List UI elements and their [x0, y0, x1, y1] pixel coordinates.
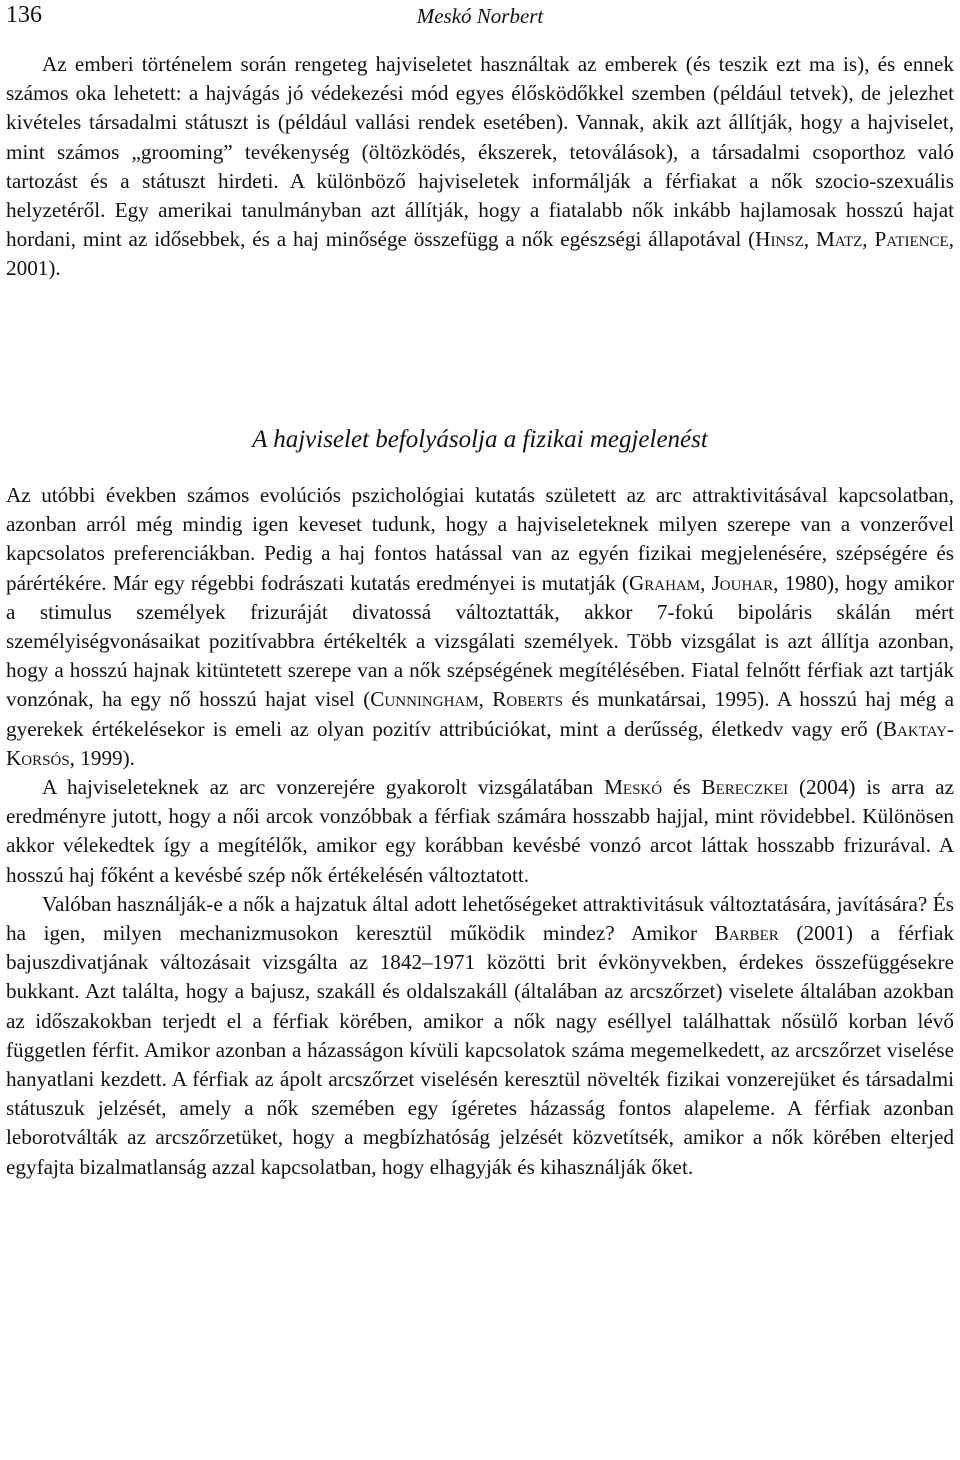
page-header [0, 0, 960, 30]
citation-author: Bereczkei [701, 775, 789, 800]
intro-text: Az emberi történelem során rengeteg hajviseletet használtak az emberek (és teszik ezt ma is), és ennek számos oka lehetett: a hajvágás jó védekezési mód egyes élősködőkkel szemben (például tetvek), de jelezhet kivételes társadalmi státuszt is (például vallási rendek esetében). Vannak, akik azt állítják, hogy a hajviselet, mint számos „grooming” tevékenység (öltözködés, ékszerek, tetoválások), a társadalmi csoporthoz való tartozást és a státuszt hirdeti. A különböző hajviseletek informálják a férfiakat a nők szocio-szexuális helyzetéről. Egy amerikai tanulmányban azt állítják, hogy a fiatalabb nők inkább hajlamosak hosszú hajat hordani, mint az idősebbek, és a haj minősége összefügg a nők egészségi állapotával ( [6, 52, 954, 252]
page-number: 136 [6, 2, 42, 28]
citation-author: Baktay-Korsós [6, 716, 954, 770]
paragraph-text: A hajviseleteknek az arc vonzerejére gyakorolt vizsgálatában [42, 775, 605, 800]
citation-author: Meskó [604, 775, 663, 800]
intro-paragraph [6, 50, 954, 284]
citation-author: Cunningham [370, 687, 479, 712]
running-head: Meskó Norbert [416, 4, 544, 28]
paragraph-text: (2004) is arra az eredményre jutott, hogy a női arcok vonzóbbak a férfiak számára hosszabb hajjal, mint rövidebbel. Különösen akkor vélekedtek így a megítélők, amikor egy korábban kevésbé vonzó arcot láttak hosszabb frizurával. A hosszú haj főként a kevésbé szép nők értékelésén változtatott. [6, 775, 954, 887]
citation-separator: , [862, 227, 875, 252]
citation-author: Barber [714, 921, 779, 946]
citation-author: Patience [874, 227, 949, 252]
paragraph-text: Az utóbbi években számos evolúciós pszichológiai kutatás született az arc attraktivitásával kapcsolatban, azonban arról még mindig igen keveset tudunk, hogy a hajviseleteknek milyen szerepe van a vonzerővel kapcsolatos preferenciákban. Pedig a haj fontos hatással van az egyén fizikai megjelenésére, szépségére és párértékére. Már egy régebbi fodrászati kutatás eredményei is mutatják ( [6, 483, 954, 595]
citation-author: Jouhar [711, 570, 774, 595]
paragraph-text: (2001) a férfiak bajuszdivatjának változásait vizsgálta az 1842–1971 közötti brit évkönyvekben, érdekes összefüggésekre bukkant. Azt találta, hogy a bajusz, szakáll és oldalszakáll (általában az arcszőrzet) viselete általában azokban az időszakokban terjedt el a férfiak körében, amikor a nők nagy eséllyel találhattak nősülő korban lévő független férfit. Amikor azonban a házasságon kívüli kapcsolatok száma megemelkedett, az arcszőrzet viselése hanyatlani kezdett. A férfiak az ápolt arcszőrzet viselésén keresztül növelték fizikai vonzerejüket és társadalmi státuszuk jelzését, amely a nők szemében egy ígéretes házasság fontos alapeleme. A férfiak azonban leborotválták az arcszőrzetüket, hogy a megbízhatóság jelzését közvetítsék, amikor a nők körében elterjed egyfajta bizalmatlanság azzal kapcsolatban, hogy elhagyják és kihasználják őket. [6, 921, 954, 1179]
body-paragraph-1 [6, 481, 954, 773]
citation-separator: , [700, 570, 712, 595]
paragraph-text: , 1980), hogy amikor a stimulus személyek frizuráját divatossá változtatták, akkor 7-fokú bipoláris skálán mért személyiségvonásaikat pozitívabbra értékelték a vizsgálati személyek. Több vizsgálat is azt állítja azonban, hogy a hosszú hajnak kitüntetett szerepe van a nők szépségének megítélésében. Fiatal felnőtt férfiak azt tartják vonzónak, ha egy nő hosszú hajat visel ( [6, 570, 954, 712]
paragraph-text: , 1999). [69, 745, 135, 770]
citation-separator: , [478, 687, 493, 712]
citation-year: , 2001). [6, 227, 955, 281]
body-block [6, 481, 954, 1182]
body-paragraph-3 [6, 890, 954, 1182]
body-paragraph-2 [6, 773, 954, 890]
paragraph-text: és munkatársai, 1995). A hosszú haj még a gyerekek értékelésekor is emeli az olyan pozitív attribúciókat, mint a derűsség, életkedv vagy erő ( [6, 687, 954, 741]
citation-author: Graham [628, 570, 701, 595]
section-title: A hajviselet befolyásolja a fizikai megjelenést [252, 426, 708, 453]
citation-author: Matz [815, 227, 863, 252]
citation-separator: , [803, 227, 816, 252]
citation-separator: és [662, 775, 702, 800]
citation-author: Roberts [492, 687, 564, 712]
citation-author: Hinsz [755, 227, 804, 252]
paragraph-text: Valóban használják-e a nők a hajzatuk által adott lehetőségeket attraktivitásuk változtatására, javítására? És ha igen, milyen mechanizmusokon keresztül működik mindez? Amikor [6, 891, 954, 946]
intro-block [6, 50, 954, 284]
